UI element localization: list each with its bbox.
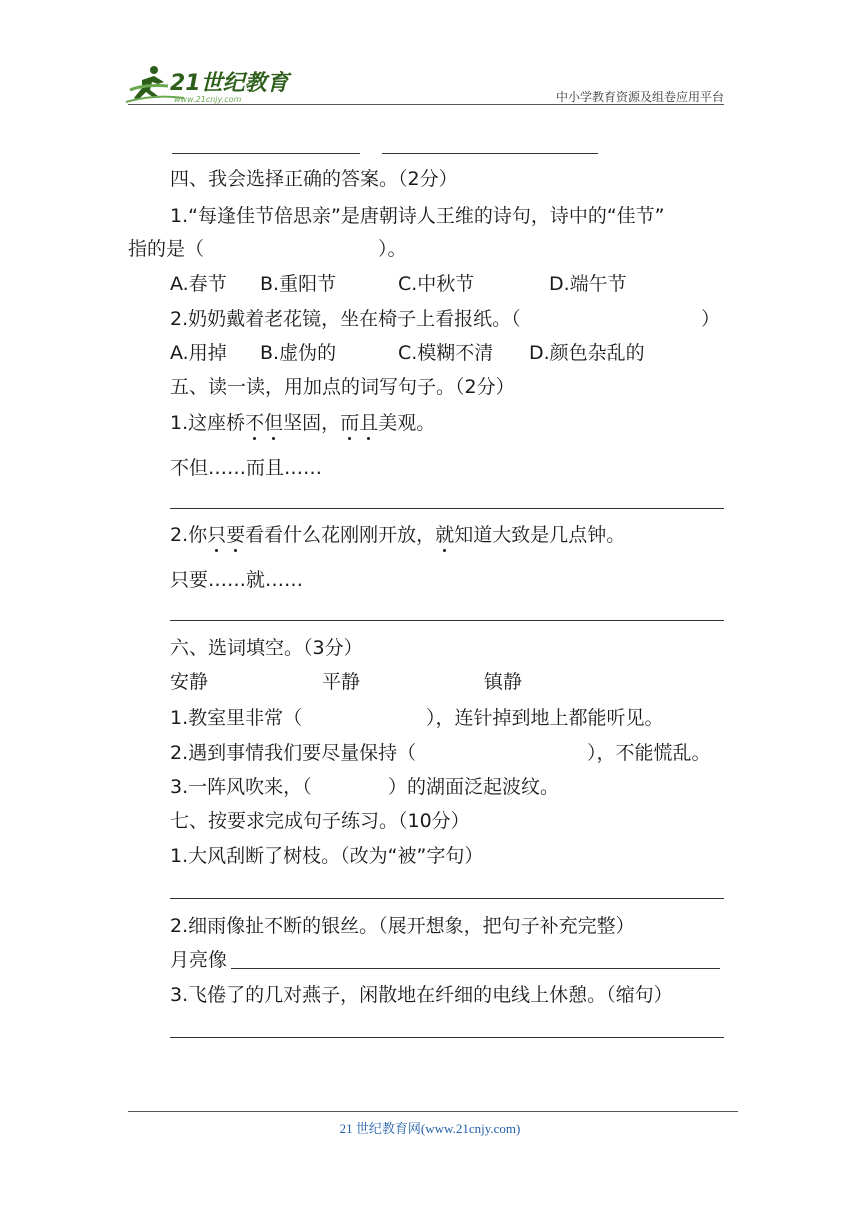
emphasis-dot-char: 要 — [226, 524, 246, 546]
sentence-5-2 — [170, 523, 625, 547]
sentence-text: 2.你 — [170, 524, 208, 546]
option-b: B.虚伪的 — [260, 342, 337, 364]
header-tagline: 中小学教育资源及组卷应用平台 — [555, 90, 724, 104]
word-choice: 安静 — [170, 671, 209, 693]
section-7-title: 七、按要求完成句子练习。（10分） — [170, 810, 470, 832]
emphasis-dot-char: 只 — [207, 524, 227, 546]
section-4-title: 四、我会选择正确的答案。（2分） — [170, 168, 458, 190]
answer-line — [172, 153, 360, 154]
question-4-2-close: ） — [701, 308, 721, 330]
pattern-5-1: 不但……而且…… — [170, 457, 323, 479]
answer-line — [382, 153, 598, 154]
option-b: B.重阳节 — [260, 273, 337, 295]
option-d: D.端午节 — [549, 273, 627, 295]
option-d: D.颜色杂乱的 — [529, 342, 645, 364]
word-choice: 平静 — [322, 671, 361, 693]
logo-url: www.21cnjy.com — [174, 95, 242, 104]
emphasis-dot-char: 而 — [340, 412, 360, 434]
answer-line[interactable] — [170, 508, 724, 509]
site-logo — [124, 60, 294, 106]
answer-line[interactable] — [231, 968, 720, 969]
footer-link[interactable]: 21 世纪教育网(www.21cnjy.com) — [339, 1121, 521, 1136]
question-7-2: 2.细雨像扯不断的银丝。（展开想象，把句子补充完整） — [170, 915, 635, 937]
emphasis-dot-char: 不 — [245, 412, 265, 434]
answer-line[interactable] — [170, 898, 724, 899]
question-6-1-suffix: ），连针掉到地上都能听见。 — [426, 707, 664, 729]
option-c: C.中秋节 — [398, 273, 475, 295]
question-6-1-prefix: 1.教室里非常（ — [170, 707, 303, 729]
sentence-text: 坚固， — [283, 412, 341, 434]
sentence-text: 知道大致是几点钟。 — [454, 524, 626, 546]
answer-line[interactable] — [170, 1037, 724, 1038]
header-divider — [128, 104, 724, 105]
option-a: A.春节 — [170, 273, 227, 295]
question-7-3: 3.飞倦了的几对燕子，闲散地在纤细的电线上休憩。（缩句） — [170, 984, 673, 1006]
option-c: C.模糊不清 — [398, 342, 494, 364]
question-6-2-prefix: 2.遇到事情我们要尽量保持（ — [170, 742, 417, 764]
question-7-2-prefix: 月亮像 — [170, 949, 228, 971]
question-7-1: 1.大风刮断了树枝。（改为“被”字句） — [170, 845, 484, 867]
question-6-2-suffix: ），不能慌乱。 — [587, 742, 711, 764]
emphasis-dot-char: 就 — [435, 524, 455, 546]
question-6-3-prefix: 3.一阵风吹来，（ — [170, 776, 312, 798]
footer-divider — [128, 1111, 738, 1112]
sentence-text: 看看什么花刚刚开放， — [245, 524, 436, 546]
section-5-title: 五、读一读，用加点的词写句子。（2分） — [170, 376, 515, 398]
question-4-1-line2-prefix: 指的是（ — [128, 238, 205, 260]
pattern-5-2: 只要……就…… — [170, 569, 304, 591]
question-4-1-line1: 1.“每逢佳节倍思亲”是唐朝诗人王维的诗句，诗中的“佳节” — [170, 205, 665, 227]
sentence-5-1 — [170, 411, 435, 435]
option-a: A.用掉 — [170, 342, 227, 364]
logo-text: 21世纪教育 — [170, 71, 289, 96]
sentence-text: 美观。 — [378, 412, 436, 434]
question-6-3-suffix: ）的湖面泛起波纹。 — [388, 776, 560, 798]
emphasis-dot-char: 但 — [264, 412, 284, 434]
section-6-title: 六、选词填空。（3分） — [170, 637, 363, 659]
answer-line[interactable] — [170, 620, 724, 621]
emphasis-dot-char: 且 — [359, 412, 379, 434]
question-4-2: 2.奶奶戴着老花镜，坐在椅子上看报纸。（ — [170, 308, 521, 330]
word-choice: 镇静 — [484, 671, 523, 693]
sentence-text: 1.这座桥 — [170, 412, 246, 434]
question-4-1-line2-suffix: ）。 — [378, 238, 407, 260]
